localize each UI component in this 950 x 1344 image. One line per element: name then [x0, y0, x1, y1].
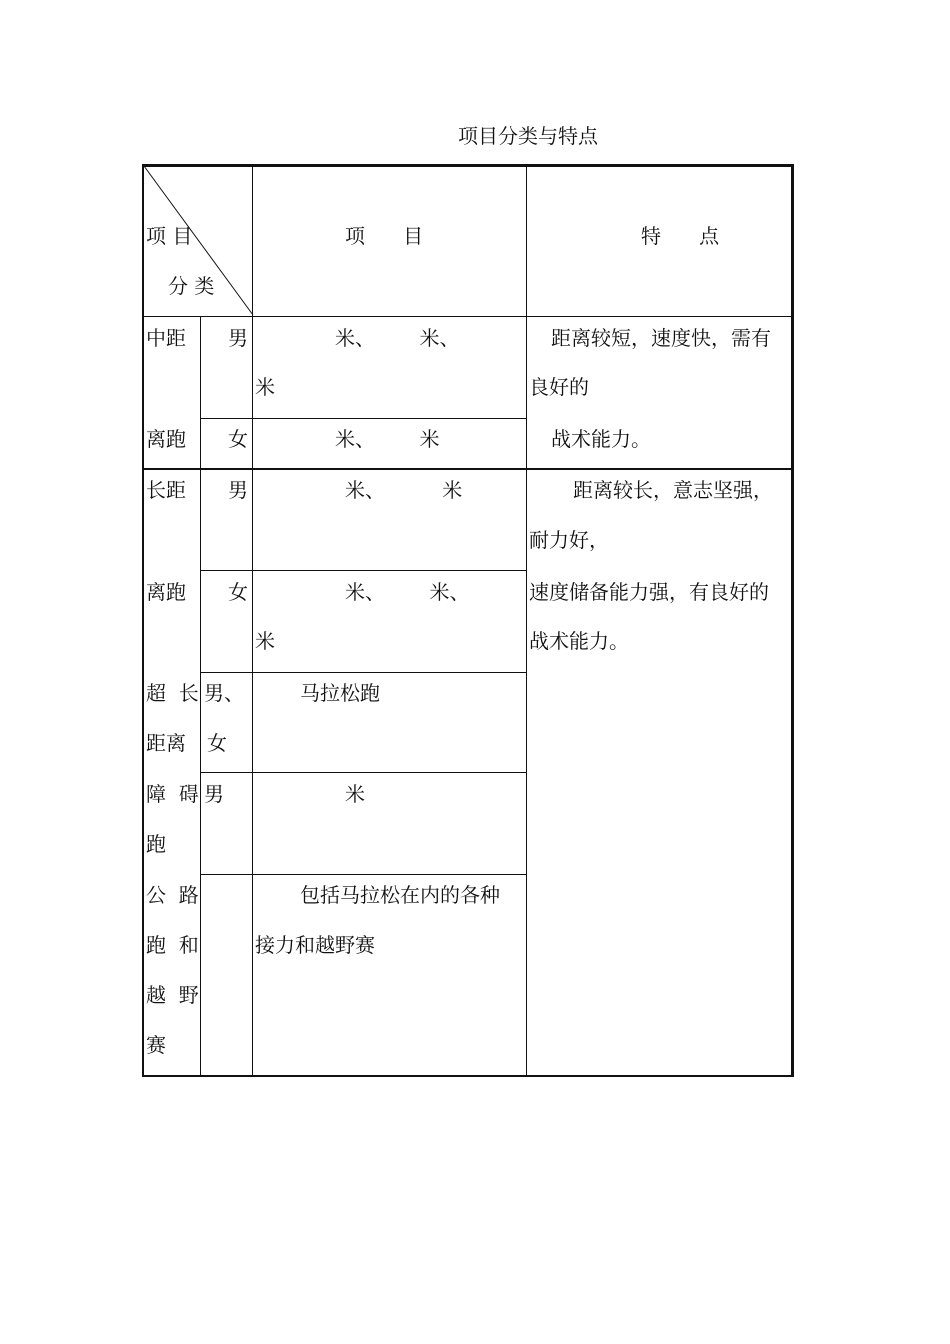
middle-men-items-line2: 米: [255, 375, 275, 399]
items-column-rule: [252, 166, 253, 1076]
header-corner-top: 项 目: [146, 224, 193, 248]
road-category-line3: 越 野: [146, 983, 199, 1007]
gender-column-rule: [200, 316, 201, 1076]
hurdle-category-line1: 障 碍: [146, 782, 199, 806]
middle-features-line1: 距离较短，速度快，需有: [551, 326, 771, 350]
ultra-category-line2: 距离: [146, 731, 186, 755]
road-category-line1: 公 路: [146, 883, 199, 907]
ultra-category-line1: 超 长: [146, 681, 199, 705]
middle-features-line2: 良好的: [529, 375, 589, 399]
road-items-line2: 接力和越野赛: [255, 933, 375, 957]
hurdle-items: 米: [345, 782, 365, 806]
page-title: 项目分类与特点: [458, 124, 598, 148]
long-men-label: 男: [228, 478, 248, 502]
middle-features-line3: 战术能力。: [551, 427, 651, 451]
long-features-line3: 速度储备能力强，有良好的: [529, 580, 769, 604]
header-features: 特 点: [641, 224, 720, 248]
long-category-line2: 离跑: [146, 580, 186, 604]
header-items: 项 目: [345, 224, 424, 248]
hurdle-gender: 男: [204, 782, 224, 806]
long-features-line2: 耐力好，: [529, 528, 609, 552]
hurdle-category-line2: 跑: [146, 832, 166, 856]
long-features-line1: 距离较长，意志坚强，: [573, 478, 773, 502]
long-men-items: 米、 米: [345, 478, 463, 502]
long-women-label: 女: [228, 580, 248, 604]
road-items-line1: 包括马拉松在内的各种: [300, 883, 500, 907]
middle-women-label: 女: [228, 427, 248, 451]
ultra-gender-line1: 男、: [204, 681, 244, 705]
road-category-line2: 跑 和: [146, 933, 199, 957]
long-women-items-line1: 米、 米、: [345, 580, 470, 604]
header-corner-bottom: 分 类: [168, 274, 215, 298]
long-features-line4: 战术能力。: [529, 629, 629, 653]
middle-category-line2: 离跑: [146, 427, 186, 451]
middle-men-label: 男: [228, 326, 248, 350]
ultra-gender-line2: 女: [207, 731, 227, 755]
middle-category-line1: 中距: [146, 326, 186, 350]
middle-men-items-line1: 米、 米、: [335, 326, 460, 350]
ultra-items: 马拉松跑: [300, 681, 380, 705]
middle-women-items: 米、 米: [335, 427, 440, 451]
long-women-items-line2: 米: [255, 629, 275, 653]
long-category-line1: 长距: [146, 478, 186, 502]
road-category-line4: 赛: [146, 1033, 166, 1057]
features-column-rule: [526, 166, 527, 1076]
